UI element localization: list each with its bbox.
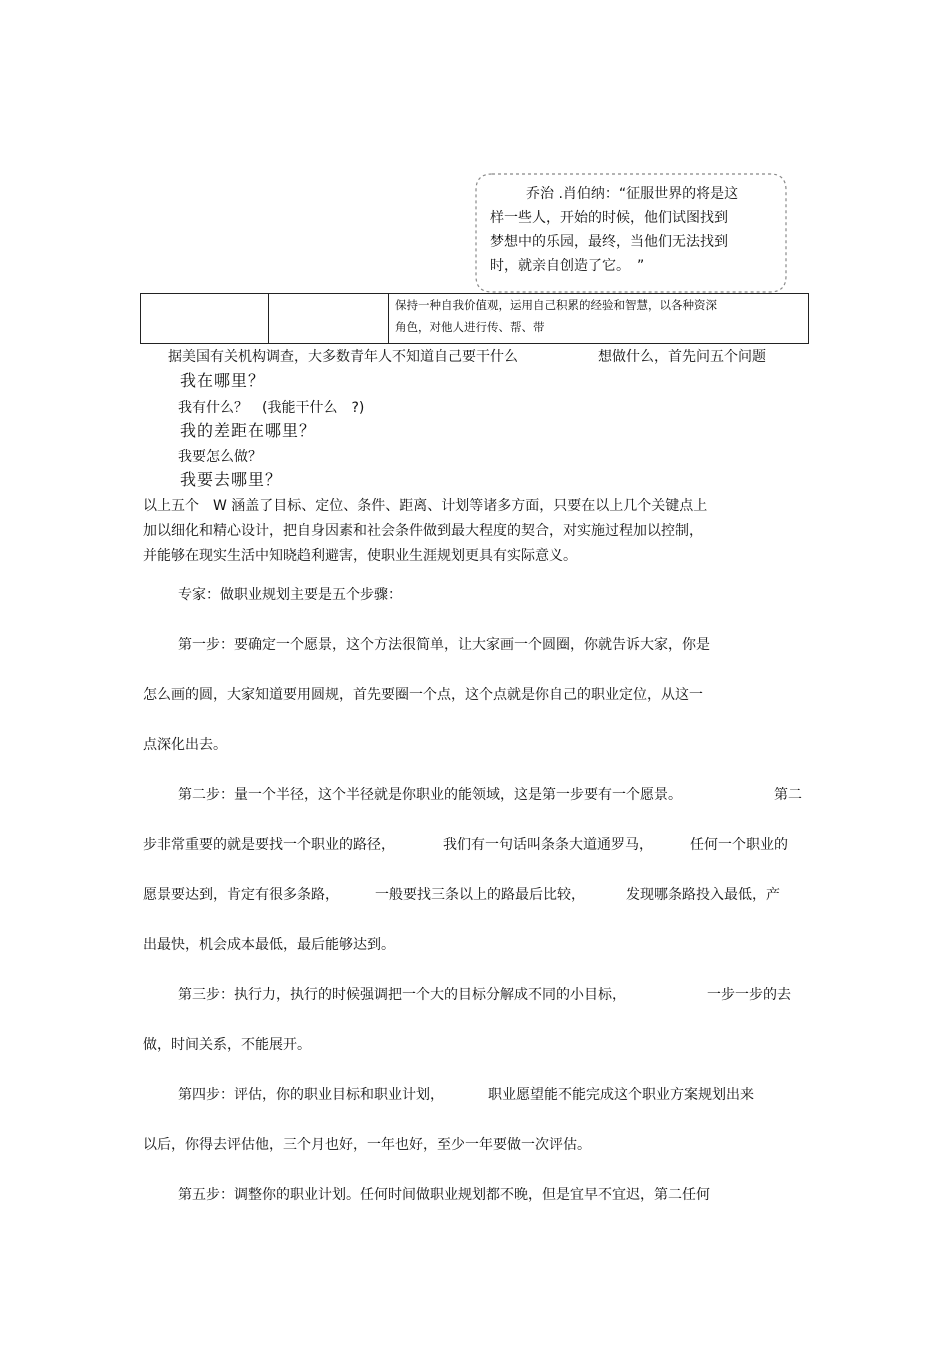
table-cell-line-2: 角色，对他人进行传、帮、带: [395, 320, 545, 334]
step1-line-3: 点深化出去。: [143, 737, 227, 753]
step2-line-3a: 愿景要达到，肯定有很多条路，: [143, 887, 339, 903]
intro-text-right: 想做什么，首先问五个问题: [598, 349, 766, 365]
quote-line-3: 梦想中的乐园，最终，当他们无法找到: [490, 234, 728, 250]
table-row: [141, 294, 809, 344]
table-cell-empty-1: [141, 294, 269, 344]
step1-line-2: 怎么画的圆，大家知道要用圆规，首先要圈一个点，这个点就是你自己的职业定位，从这一: [143, 687, 703, 703]
summary-line-3: 并能够在现实生活中知晓趋利避害，使职业生涯规划更具有实际意义。: [143, 548, 577, 564]
table-cell-empty-2: [269, 294, 389, 344]
step4-line-1b: 职业愿望能不能完成这个职业方案规划出来: [488, 1087, 754, 1103]
expert-intro: 专家：做职业规划主要是五个步骤：: [178, 587, 402, 603]
step3-line-1a: 第三步：执行力，执行的时候强调把一个大的目标分解成不同的小目标，: [178, 987, 626, 1003]
step2-line-2c: 任何一个职业的: [690, 837, 788, 853]
quote-line-1: 乔治 .肖伯纳：“征服世界的将是这: [526, 186, 739, 202]
step2-line-3b: 一般要找三条以上的路最后比较，: [375, 887, 585, 903]
summary-line-2: 加以细化和精心设计，把自身因素和社会条件做到最大程度的契合，对实施过程加以控制，: [143, 523, 703, 539]
quote-line-2: 样一些人，开始的时候，他们试图找到: [490, 210, 728, 226]
step2-line-1a: 第二步：量一个半径，这个半径就是你职业的能领域，这是第一步要有一个愿景。: [178, 787, 682, 803]
question-4: 我要怎么做？: [178, 449, 262, 465]
step4-line-2: 以后，你得去评估他，三个月也好，一年也好，至少一年要做一次评估。: [143, 1137, 591, 1153]
summary-line-1: 以上五个 W 涵盖了目标、定位、条件、距离、计划等诸多方面，只要在以上几个关键点上: [143, 498, 708, 514]
question-5: 我要去哪里？: [180, 470, 283, 489]
table-cell-line-1: 保持一种自我价值观，运用自己积累的经验和智慧，以各种资深: [395, 298, 717, 312]
intro-text-left: 据美国有关机构调查，大多数青年人不知道自己要干什么: [168, 349, 518, 365]
step5-line-1: 第五步：调整你的职业计划。任何时间做职业规划都不晚，但是宜早不宜迟，第二任何: [178, 1187, 710, 1203]
question-3: 我的差距在哪里？: [180, 421, 317, 440]
step4-line-1a: 第四步：评估，你的职业目标和职业计划，: [178, 1087, 444, 1103]
step3-line-1b: 一步一步的去: [707, 987, 791, 1003]
step2-line-2a: 步非常重要的就是要找一个职业的路径，: [143, 837, 395, 853]
table-cell-description: [389, 294, 809, 344]
step1-line-1: 第一步：要确定一个愿景，这个方法很简单，让大家画一个圆圈，你就告诉大家，你是: [178, 637, 710, 653]
step2-line-3c: 发现哪条路投入最低，产: [626, 887, 780, 903]
step3-line-2: 做，时间关系，不能展开。: [143, 1037, 311, 1053]
table-fragment: [140, 293, 809, 344]
step2-line-1b: 第二: [774, 787, 802, 803]
quote-line-4: 时，就亲自创造了它。 ”: [490, 258, 645, 274]
question-2: 我有什么？ (我能干什么 ?): [178, 400, 365, 416]
question-1: 我在哪里？: [180, 371, 266, 390]
step2-line-2b: 我们有一句话叫条条大道通罗马，: [443, 837, 653, 853]
quote-callout: [474, 172, 788, 292]
step2-line-4: 出最快，机会成本最低，最后能够达到。: [143, 937, 395, 953]
